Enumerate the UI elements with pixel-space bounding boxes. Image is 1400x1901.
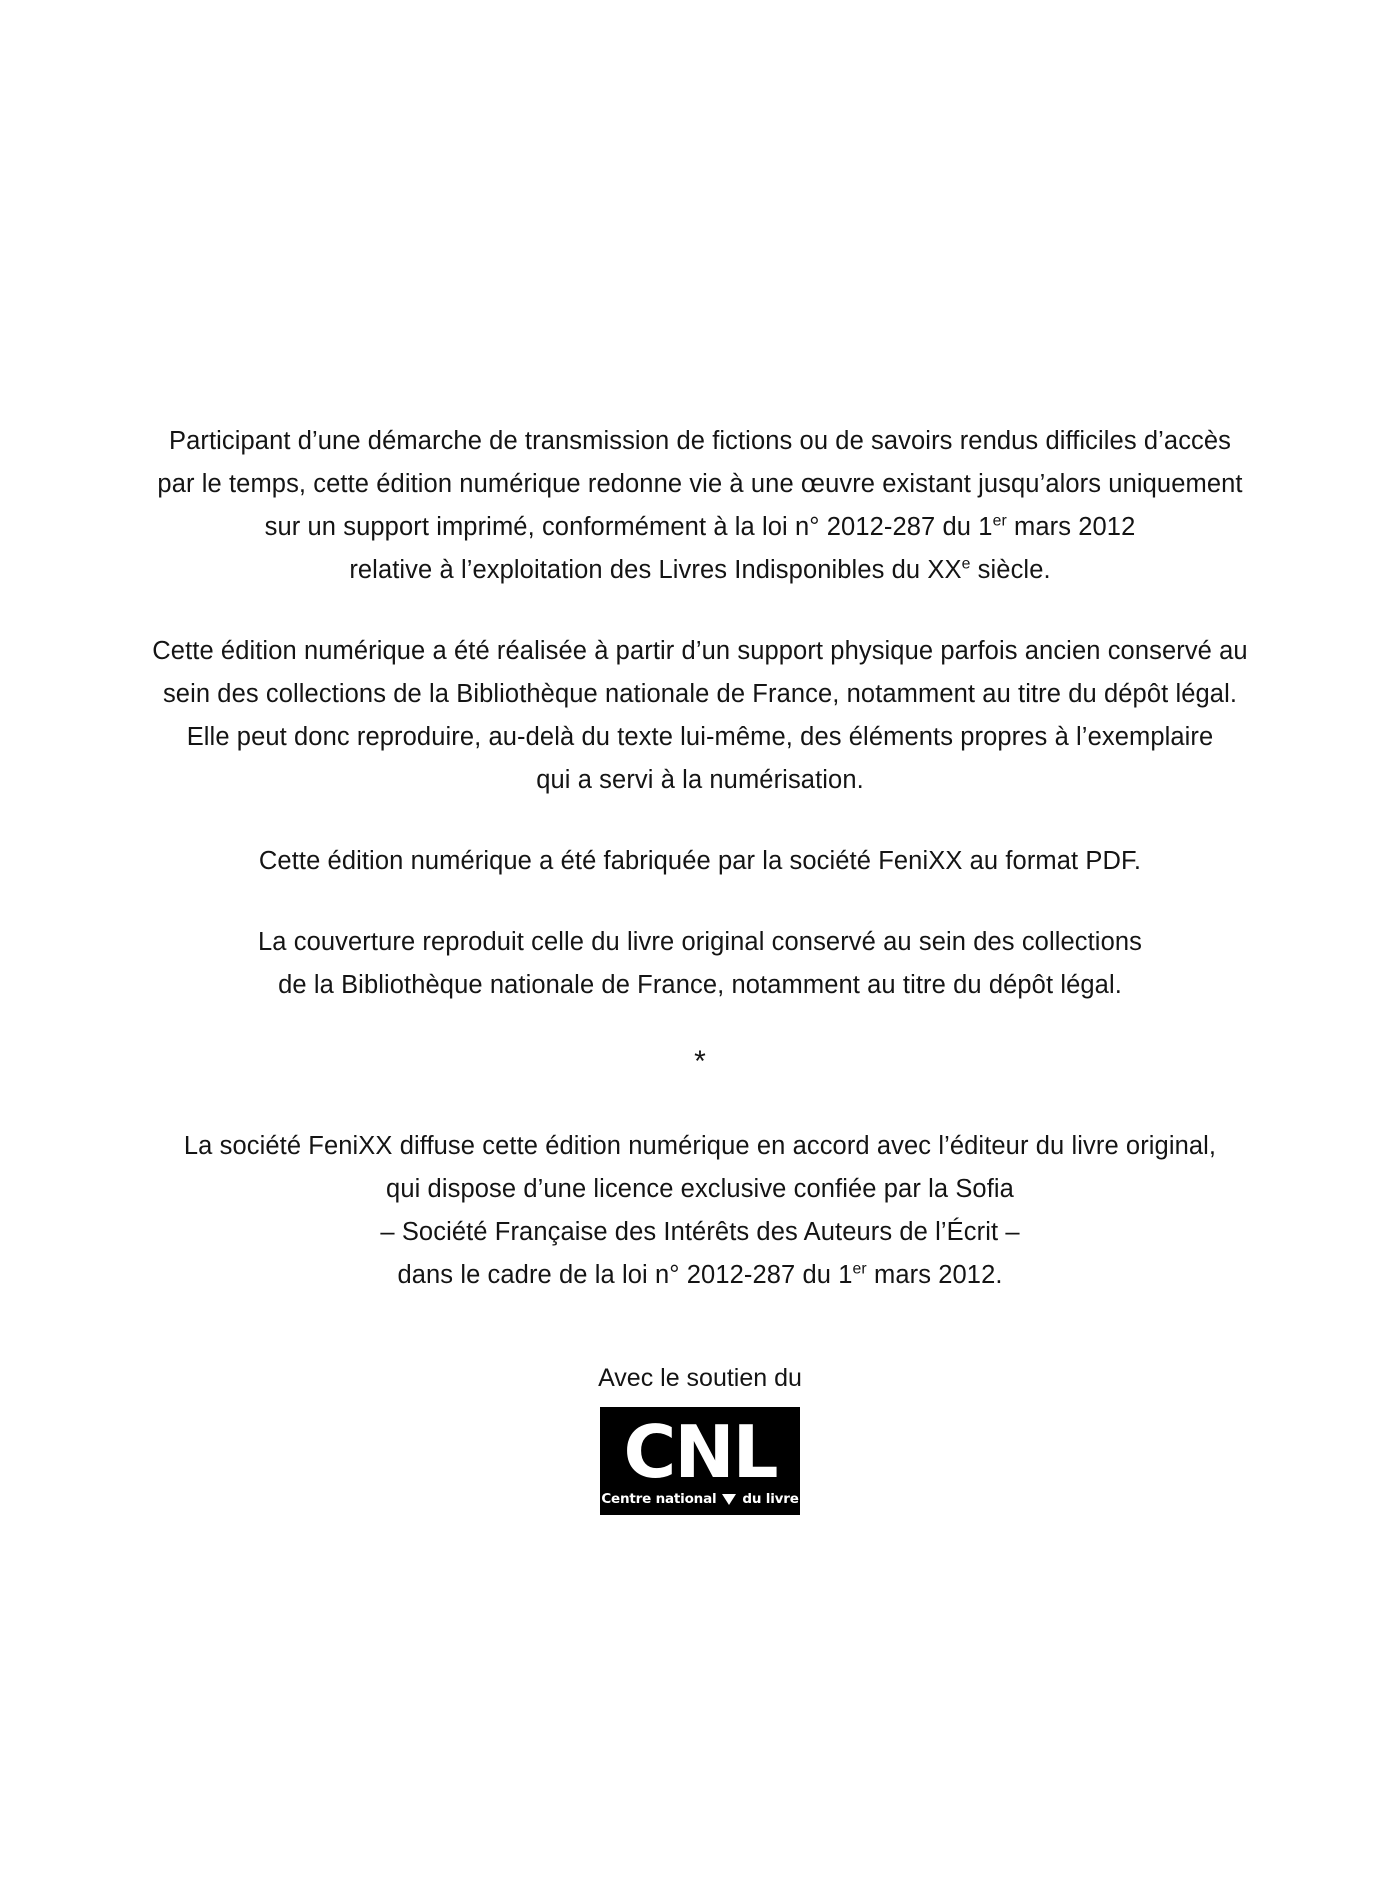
paragraph-line: qui dispose d’une licence exclusive confiée par la Sofia xyxy=(386,1175,1014,1203)
cnl-logo-letters: CNL xyxy=(623,1410,777,1494)
cnl-logo xyxy=(600,1407,800,1515)
section-separator: * xyxy=(694,1045,706,1078)
paragraph-fabrication xyxy=(140,840,1260,883)
paragraph-line-law: sur un support imprimé, conformément à la loi n° 2012-287 du 1er mars 2012 xyxy=(264,512,1136,541)
paragraph-line: Cette édition numérique a été fabriquée par la société FeniXX au format PDF. xyxy=(258,847,1142,875)
paragraph-line: par le temps, cette édition numérique redonne vie à une œuvre existant jusqu’alors uniquement xyxy=(157,470,1243,498)
paragraph-line: Cette édition numérique a été réalisée à partir d’un support physique parfois ancien conservé au xyxy=(152,637,1248,665)
cnl-subtitle-left: Centre national xyxy=(601,1491,717,1507)
paragraph-line: – Société Française des Intérêts des Auteurs de l’Écrit – xyxy=(380,1218,1020,1246)
cnl-subtitle-right: du livre xyxy=(742,1491,799,1507)
paragraph-cover xyxy=(140,921,1260,1007)
legal-notice-block xyxy=(140,420,1260,1515)
paragraph-line: Participant d’une démarche de transmission de fictions ou de savoirs rendus difficiles d’accès xyxy=(168,427,1232,455)
paragraph-line: La société FeniXX diffuse cette édition numérique en accord avec l’éditeur du livre original, xyxy=(183,1132,1217,1160)
paragraph-intro xyxy=(140,420,1260,592)
paragraph-source xyxy=(140,630,1260,802)
paragraph-diffusion xyxy=(140,1125,1260,1297)
paragraph-line: de la Bibliothèque nationale de France, notamment au titre du dépôt légal. xyxy=(278,971,1122,999)
support-label: Avec le soutien du xyxy=(598,1364,802,1392)
support-block xyxy=(140,1363,1260,1515)
cnl-logo-subtitle xyxy=(601,1491,799,1507)
paragraph-line: qui a servi à la numérisation. xyxy=(536,766,864,794)
paragraph-line-century: relative à l’exploitation des Livres Indisponibles du XXe siècle. xyxy=(349,555,1051,584)
paragraph-line: sein des collections de la Bibliothèque nationale de France, notamment au titre du dépôt légal. xyxy=(162,680,1238,708)
triangle-icon xyxy=(722,1494,736,1505)
paragraph-line-law-ref: dans le cadre de la loi n° 2012-287 du 1er mars 2012. xyxy=(397,1260,1003,1289)
paragraph-line: Elle peut donc reproduire, au-delà du texte lui-même, des éléments propres à l’exemplaire xyxy=(186,723,1214,751)
paragraph-line: La couverture reproduit celle du livre original conservé au sein des collections xyxy=(258,928,1142,956)
